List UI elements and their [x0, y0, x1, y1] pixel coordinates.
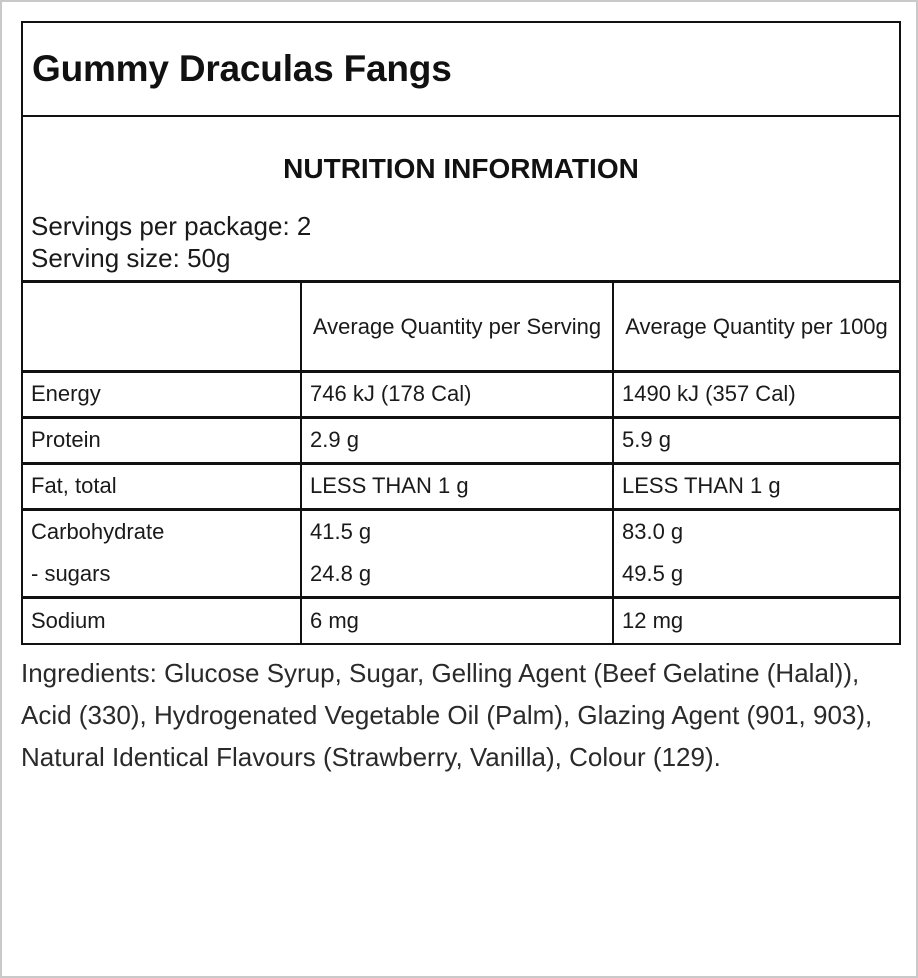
table-row-fat: [23, 463, 899, 509]
column-header-nutrient: [23, 283, 301, 371]
nutrition-info-box: [23, 117, 899, 283]
value-per-serving: 746 kJ (178 Cal): [301, 371, 613, 417]
nutrition-heading: NUTRITION INFORMATION: [283, 153, 639, 184]
table-row-sugars: [23, 553, 899, 597]
value-per-100g: 5.9 g: [613, 417, 899, 463]
nutrient-name: Carbohydrate: [31, 518, 165, 544]
table-row-energy: [23, 371, 899, 417]
value-per-100g: 12 mg: [613, 597, 899, 643]
nutrition-panel: [21, 21, 901, 645]
nutrient-name: Sodium: [31, 607, 106, 633]
table-row-carbohydrate: [23, 509, 899, 553]
ingredients-text: Ingredients: Glucose Syrup, Sugar, Gelling Agent (Beef Gelatine (Halal)), Acid (330), Hydrogenated Vegetable Oil (Palm), Glazing Agent (901, 903), Natural Identical Flavours (Strawberry, Vanilla), Colour (129).: [21, 658, 873, 772]
title-box: [23, 23, 899, 117]
nutrient-name: - sugars: [23, 553, 301, 597]
nutrient-name: Energy: [23, 371, 301, 417]
servings-block: [31, 210, 311, 274]
nutrition-table: [23, 283, 899, 643]
column-header-per-serving: Average Quantity per Serving: [301, 283, 613, 371]
table-row-protein: [23, 417, 899, 463]
value-per-serving: 6 mg: [301, 597, 613, 643]
nutrient-name: Protein: [23, 417, 301, 463]
table-row-sodium: [23, 597, 899, 643]
product-title: Gummy Draculas Fangs: [32, 48, 452, 89]
nutrient-name: Fat, total: [23, 463, 301, 509]
value-per-serving: 24.8 g: [301, 553, 613, 597]
value-per-100g: 49.5 g: [613, 553, 899, 597]
servings-per-package: Servings per package: 2: [31, 211, 312, 241]
column-header-per-100g: Average Quantity per 100g: [613, 283, 899, 371]
value-per-100g: 83.0 g: [613, 509, 899, 553]
value-per-serving: 2.9 g: [301, 417, 613, 463]
value-per-100g: 1490 kJ (357 Cal): [613, 371, 899, 417]
value-per-serving: 41.5 g: [301, 509, 613, 553]
table-header-row: [23, 283, 899, 371]
value-per-100g: LESS THAN 1 g: [613, 463, 899, 509]
value-per-serving: LESS THAN 1 g: [301, 463, 613, 509]
serving-size: Serving size: 50g: [31, 243, 231, 273]
